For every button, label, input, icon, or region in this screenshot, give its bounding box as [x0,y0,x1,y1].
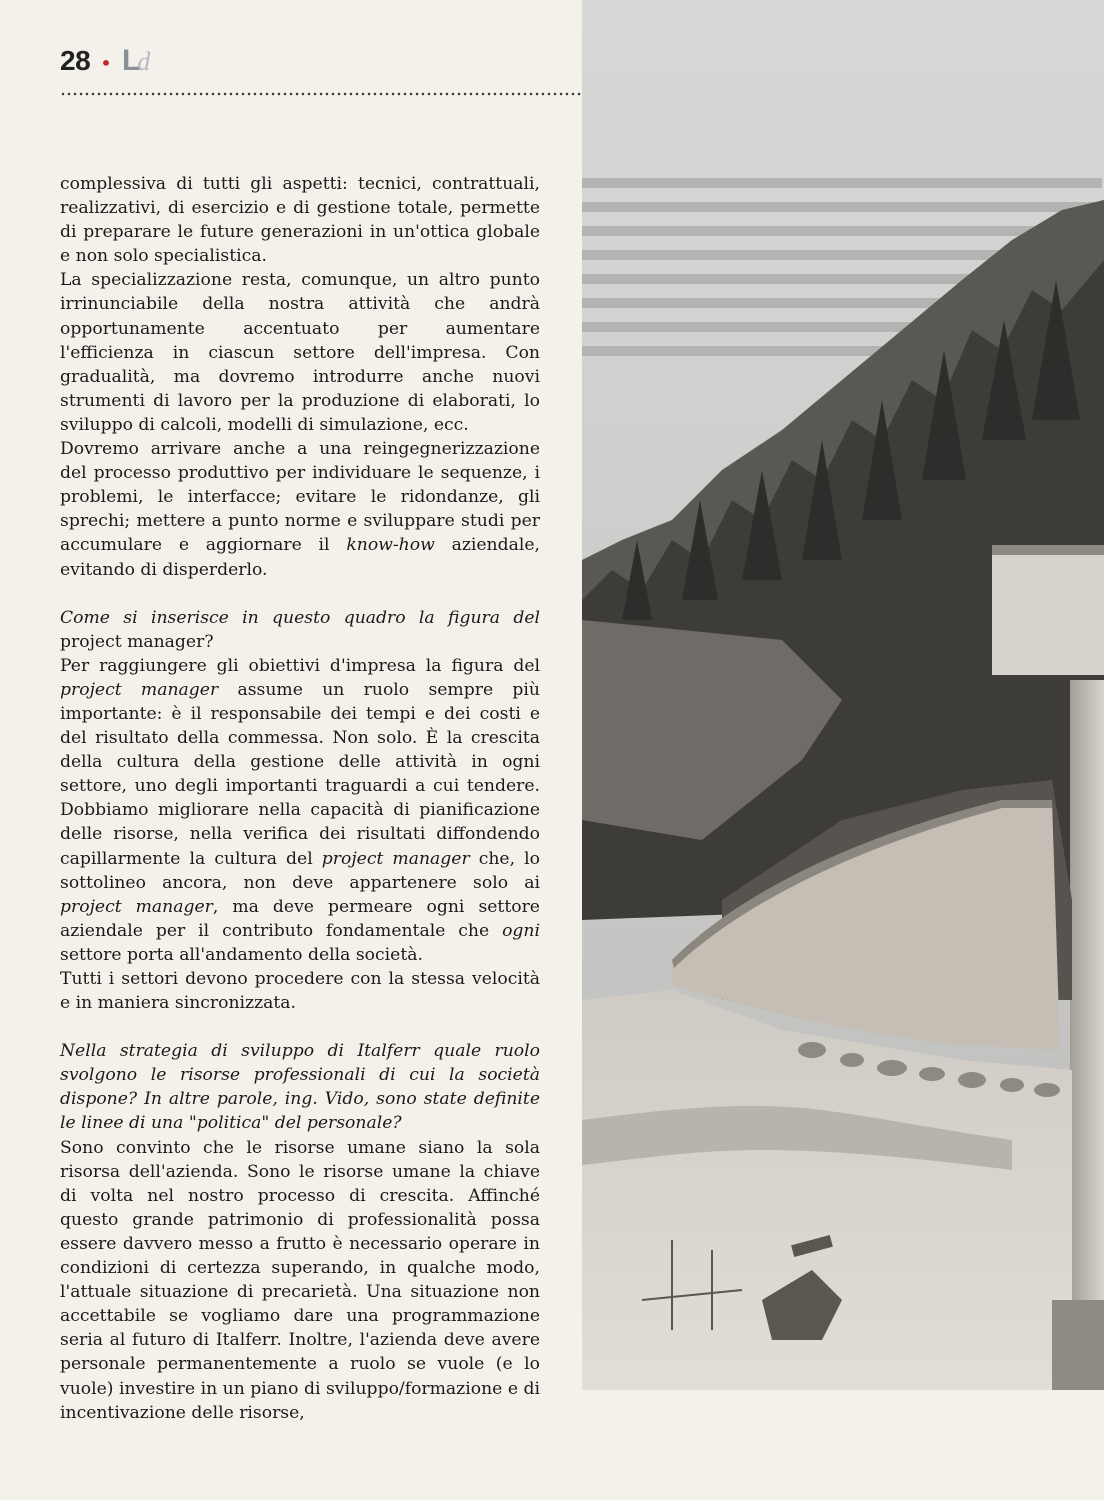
interview-question: Come si inserisce in questo quadro la figura del project manager? [60,607,540,652]
page-header [60,44,150,78]
header-bullet: • [100,51,112,75]
logo-letter-small: d [137,47,151,76]
paragraph: complessiva di tutti gli aspetti: tecnici, contrattuali, realizzativi, di esercizio e di gestione totale, permette di preparare le future generazioni in un'ottica globale e non solo specialistica. [60,174,540,267]
page-number: 28 [60,45,91,76]
paragraph: Per raggiungere gli obiettivi d'impresa la figura del project manager assume un ruolo sempre più importante: è il responsabile dei tempi e dei costi e del risultato della commessa. Non solo. È la crescita della cultura della gestione delle attività in ogni settore, uno degli importanti traguardi a cui tendere. Dobbiamo migliorare nella capacità di pianificazione delle risorse, nella verifica dei risultati diffondendo capillarmente la cultura del project manager che, lo sottolineo ancora, non deve appartenere solo ai project manager, ma deve permeare ogni settore aziendale per il contributo fondamentale che ogni settore porta all'andamento della società. [60,655,540,965]
logo-letter: L [121,44,138,77]
paragraph: Dovremo arrivare anche a una reingegnerizzazione del processo produttivo per individuare le sequenze, i problemi, le interfacce; evitare le ridondanze, gli sprechi; mettere a punto norme e sviluppare studi per accumulare e aggiornare il know-how aziendale, evitando di disperderlo. [60,439,541,580]
paragraph: Sono convinto che le risorse umane siano la sola risorsa dell'azienda. Sono le risorse umane la chiave di volta nel nostro processo di crescita. Affinché questo grande patrimonio di professionalità possa essere davvero messo a frutto è necessario operare in condizioni di certezza superando, in qualche modo, l'attuale situazione di precarietà. Una situazione non accettabile se vogliamo dare una programmazione seria al futuro di Italferr. Inoltre, l'azienda deve avere personale permanentemente a ruolo se vuole (e lo vuole) investire in un piano di sviluppo/formazione e di incentivazione delle risorse, [60,1137,540,1423]
article-body [60,172,540,1425]
interview-question: Nella strategia di sviluppo di Italferr quale ruolo svolgono le risorse professionali di cui la società dispone? In altre parole, ing. Vido, sono state definite le linee di una "politica" del personale? [60,1041,540,1134]
paragraph: Tutti i settori devono procedere con la stessa velocità e in maniera sincronizzata. [60,969,540,1014]
dotted-rule [60,92,584,96]
magazine-logo [122,44,150,78]
photo-mountain-viaduct [582,0,1104,1390]
paragraph: La specializzazione resta, comunque, un altro punto irrinunciabile della nostra attività che andrà opportunamente accentuato per aumentare l'efficienza in ciascun settore dell'impresa. Con gradualità, ma dovremo introdurre anche nuovi strumenti di lavoro per la produzione di elaborati, lo sviluppo di calcoli, modelli di simulazione, ecc. [60,270,540,435]
